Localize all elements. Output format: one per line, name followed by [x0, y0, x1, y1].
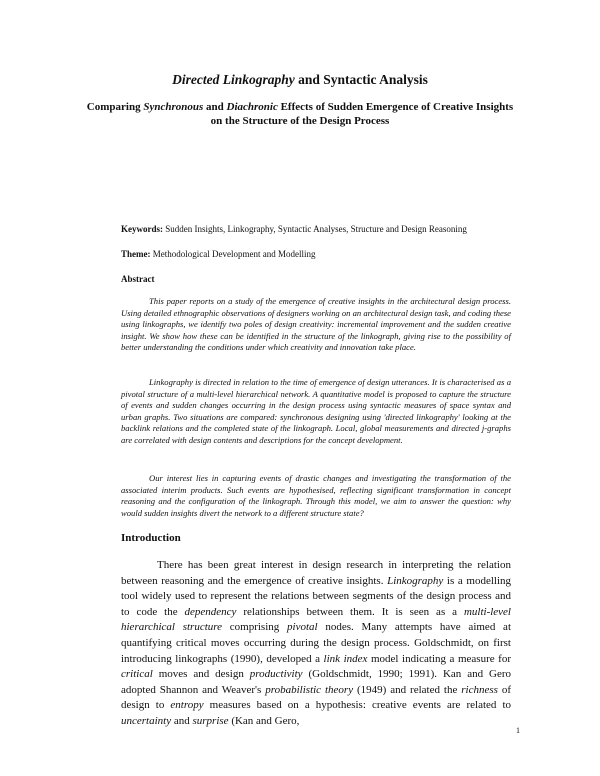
intro-term: entropy — [170, 699, 204, 712]
subtitle-part: Comparing — [86, 101, 144, 113]
keywords-value: Sudden Insights, Linkography, Syntactic Analyses, Structure and Design Reasoning — [163, 224, 467, 234]
intro-text: measures based on a hypothesis: creative events are related to — [203, 699, 512, 712]
abstract-paragraph: Linkography is directed in relation to the time of emergence of design utterances. It is characterised as a pivotal structure of a multi-level hierarchical network. A quantitative model is proposed to capture the structure of events and sudden changes occurring in the design process using syntactic measures of space syntax and urban graphs. Two situations are compared: synchronous designing using 'directed linkography' looking at the backlink relations and the completed state of the linkograph. Local, global measurements and directed j-graphs are correlated with design contents and descriptions for the concept development. — [121, 377, 511, 445]
intro-text: of design to — [121, 683, 511, 712]
intro-text: (1949) and related the — [353, 683, 462, 696]
intro-text: comprising — [222, 621, 288, 634]
keywords-label: Keywords: — [121, 224, 163, 234]
intro-term: pivotal — [287, 621, 318, 634]
intro-term: probabilistic theory — [265, 683, 354, 696]
intro-term: surprise — [192, 714, 229, 727]
abstract-heading: Abstract — [121, 274, 155, 284]
subtitle-part: and — [203, 101, 227, 113]
title-italic: Directed Linkography — [172, 72, 295, 87]
intro-text: There has been great interest in design research in interpreting the relation between reasoning and the emergence of creative insights. — [121, 559, 511, 587]
intro-term: Linkography — [387, 574, 444, 587]
intro-term: dependency — [184, 605, 237, 618]
abstract-paragraph: This paper reports on a study of the emergence of creative insights in the architectural design process. Using detailed ethnographic observations of designers working on an architectural design task, and coding these using linkographs, we identify two poles of design creativity: incremental improvement and the sudden creative insight. We show how these can be identified in the structure of the linkograph, giving rise to the possibility of better understanding the conditions under which creativity and innovation take place. — [121, 296, 511, 353]
subtitle-italic: Synchronous — [143, 101, 204, 113]
intro-text: (Goldschmidt, 1990; 1991). Kan and Gero adopted Shannon and Weaver's — [121, 668, 511, 696]
intro-term: richness — [461, 683, 498, 696]
page-number: 1 — [516, 726, 520, 735]
subtitle-italic: Diachronic — [226, 101, 278, 113]
intro-text: model indicating a measure for — [367, 652, 511, 665]
intro-text: is a modelling tool widely used to represent the relations between segments of the design process and to code the — [121, 574, 511, 618]
intro-term: critical — [121, 668, 153, 681]
title-rest: and Syntactic Analysis — [294, 72, 428, 87]
abstract-paragraph: Our interest lies in capturing events of drastic changes and investigating the transformation of the associated interim products. Such events are hypothesised, reflecting significant transformation in concept reasoning and the configuration of the linkograph. Through this model, we aim to answer the question: why would sudden insights divert the network to a different structure state? — [121, 473, 511, 518]
keywords-line — [121, 224, 541, 234]
subtitle-part: Effects of Sudden Emergence of Creative Insights on the Structure of the Design Process — [210, 101, 514, 127]
intro-text: nodes. Many attempts have aimed at quantifying critical moves occurring during the design process. Goldschmidt, on first introducing linkographs (1990), developed a — [121, 621, 511, 665]
introduction-heading: Introduction — [121, 532, 181, 544]
intro-term: uncertainty — [121, 714, 172, 727]
intro-term: productivity — [249, 668, 303, 681]
theme-label: Theme: — [121, 249, 151, 259]
intro-text: relationships between them. It is seen as a — [236, 605, 464, 618]
intro-term: link index — [323, 652, 368, 665]
theme-value: Methodological Development and Modelling — [150, 249, 316, 259]
intro-text: (Kan and Gero, — [228, 714, 300, 727]
intro-term: multi-level hierarchical structure — [121, 605, 511, 634]
intro-text: and — [171, 714, 193, 727]
theme-line — [121, 249, 541, 259]
introduction-paragraph — [121, 558, 511, 730]
paper-title — [60, 72, 540, 88]
paper-subtitle — [80, 100, 520, 128]
intro-text: moves and design — [152, 668, 250, 681]
